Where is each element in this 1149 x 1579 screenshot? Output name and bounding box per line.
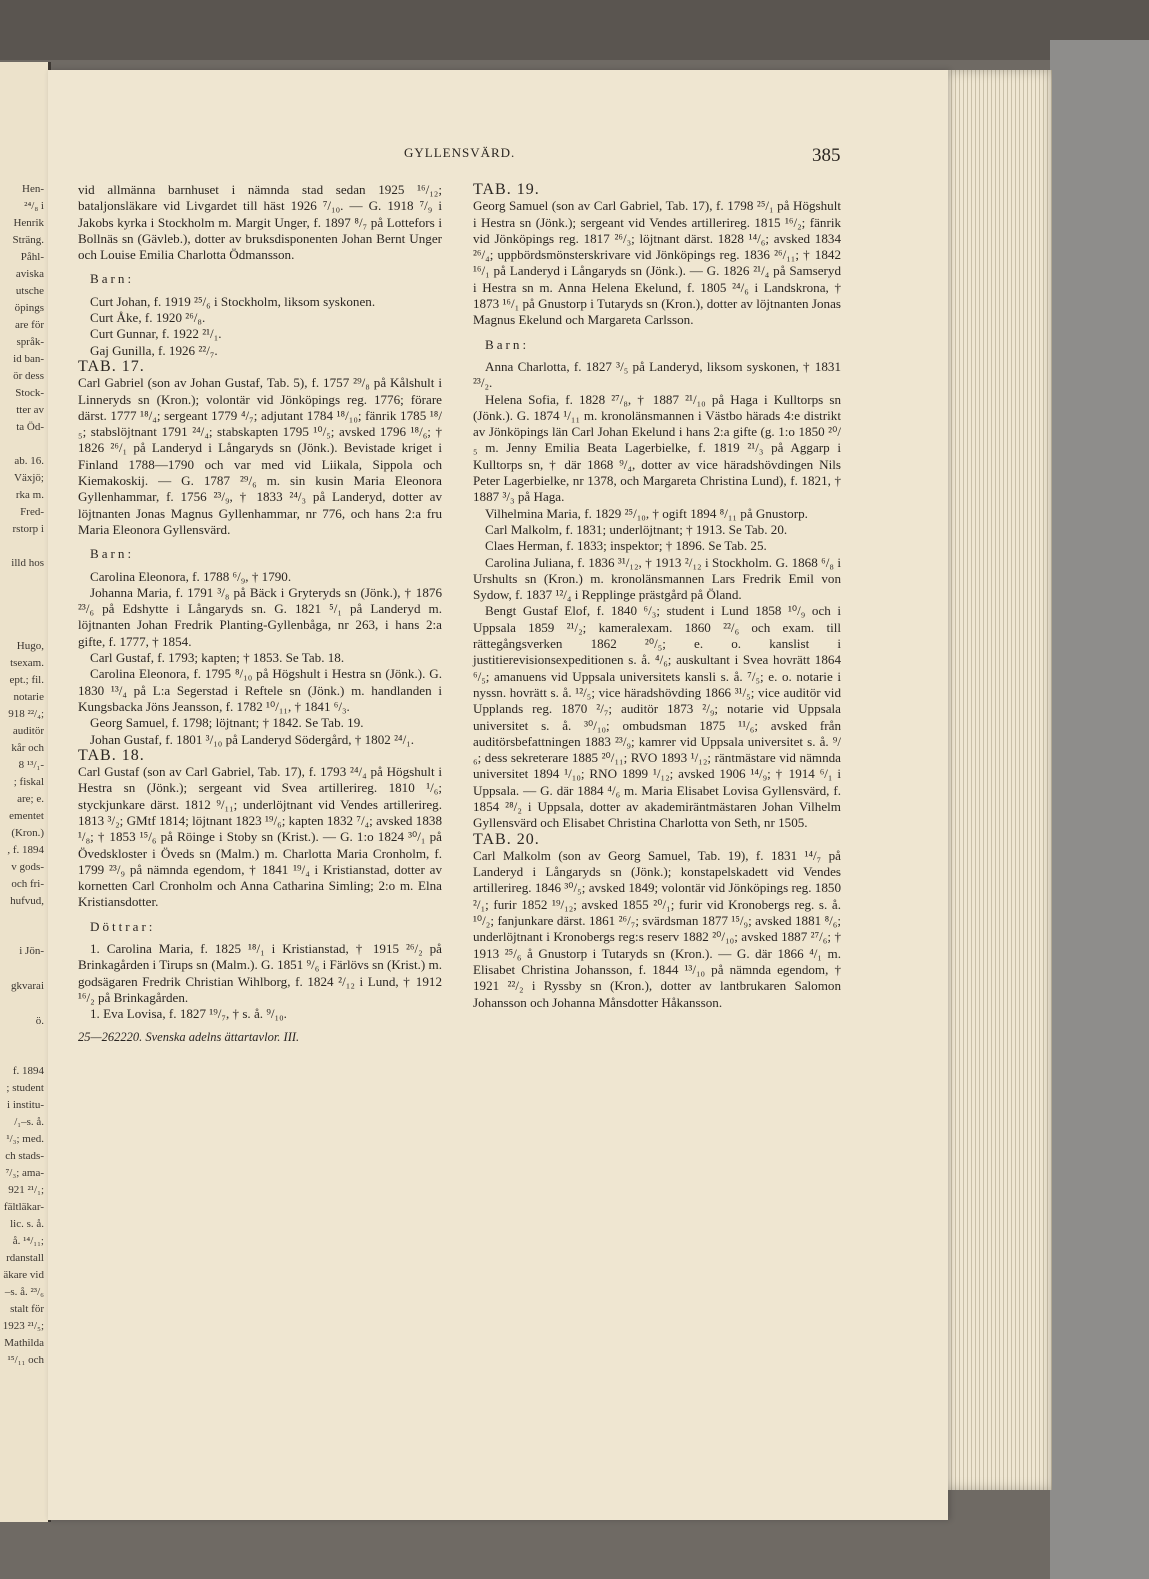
prev-page-fragment: Mathilda [4, 1337, 44, 1349]
genealogy-paragraph: Carl Gabriel (son av Johan Gustaf, Tab. 5), f. 1757 ²⁹/₈ på Kålshult i Linneryds sn (Kron.); volontär vid Jönköpings reg. 1776; förare därst. 1777 ¹⁸/₄; sergeant 1779 ⁴/₇; adjutant 1784 ¹⁸/₁₀; fänrik 1785 ¹⁸/₅; stabslöjtnant 1791 ²⁴/₄; stabskapten 1795 ¹⁰/₅; avsked 1796 ¹⁸/₆; † 1826 ²⁶/₁ på Landeryd i Långaryds sn (Jönk.). Bevistade kriget i Finland 1788—1790 och var med vid Liikala, Sippola och Kiemakoskij. — G. 1787 ²⁹/₆ m. sin kusin Maria Eleonora Gyllenhammar, f. 1756 ²³/₉, † 1833 ²⁴/₃ på Landeryd, dotter av löjtnanten Jonas Magnus Gyllenhammar, nr 776, och hans 2:a fru Maria Eleonora Gyllensvärd. [78, 375, 442, 537]
prev-page-fragment: Stock- [15, 387, 44, 399]
prev-page-fragment: ept.; fil. [9, 674, 44, 686]
prev-page-fragment: Fred- [20, 506, 44, 518]
child-entry: Carl Malkolm, f. 1831; underlöjtnant; † 1913. Se Tab. 20. [485, 521, 788, 537]
children-heading: Barn: [90, 546, 135, 562]
prev-page-fragment: 1923 ²¹/₅; [2, 1320, 44, 1332]
prev-page-fragment: Hugo, [16, 640, 44, 652]
prev-page-fragment: tsexam. [10, 657, 44, 669]
prev-page-fragment: ör dess [13, 370, 44, 382]
page-edges [940, 70, 1052, 1490]
prev-page-fragment: 918 ²²/₄; [8, 708, 44, 720]
genealogy-paragraph: Georg Samuel (son av Carl Gabriel, Tab. 17), f. 1798 ²⁵/₁ på Högshult i Hestra sn (Jönk.); sergeant vid Vendes artillerireg. 1815 ¹⁶/₂; fänrik vid Jönköpings reg. 1817 ²⁶/₃; löjtnant därst. 1828 ¹⁴/₆; avsked 1834 ²⁶/₄; uppbördsmönsterskrivare vid Jönköpings reg. 1836 ²⁶/₁₁; † 1842 ¹⁶/₁ på Landeryd i Långaryds sn (Jönk.). — G. 1826 ²¹/₄ på Samseryd i Hestra sn m. Anna Helena Ekelund, f. 1805 ²⁴/₆ i Landskrona, † 1873 ¹⁶/₁ på Gnustorp i Tutaryds sn (Kron.), dotter av löjtnanten Jonas Magnus Ekelund och Margareta Carlsson. [473, 198, 841, 328]
child-entry: Curt Johan, f. 1919 ²⁵/₆ i Stockholm, liksom syskonen. [90, 293, 376, 309]
prev-page-fragment: /₁–s. å. [14, 1116, 44, 1128]
prev-page-fragment: notarie [13, 691, 44, 703]
child-entry: Carolina Eleonora, f. 1795 ⁸/₁₀ på Högshult i Hestra sn (Jönk.). G. 1830 ¹³/₄ på L:a Segerstad i Reftele sn (Jönk.) m. handlanden i Kungsbacka Jöns Jeansson, f. 1782 ¹⁰/₁₁, † 1841 ⁶/₃. [78, 666, 442, 714]
prev-page-fragment: Hen- [22, 183, 44, 195]
prev-page-fragment: aviska [15, 268, 44, 280]
prev-page-fragment: Henrik [13, 217, 44, 229]
table-heading: TAB. 19. [473, 181, 540, 198]
prev-page-fragment: v gods- [11, 861, 44, 873]
prev-page-fragment: are för [14, 319, 44, 331]
child-entry: Johan Gustaf, f. 1801 ³/₁₀ på Landeryd Södergård, † 1802 ²⁴/₁. [90, 731, 415, 747]
prev-page-fragment: rka m. [15, 489, 44, 501]
prev-page-fragment: f. 1894 [12, 1065, 44, 1077]
left-column [78, 182, 442, 1045]
child-entry: Johanna Maria, f. 1791 ³/₈ på Bäck i Gryteryds sn (Jönk.), † 1876 ²³/₆ på Edshytte i Långaryds sn. G. 1821 ⁵/₁ på Landeryd m. löjtnanten Johan Fredrik Planting-Gyllenbåga, nr 263, i hans 2:a gifte, f. 1777, † 1854. [78, 584, 442, 649]
prev-page-fragment: Sträng. [12, 234, 44, 246]
previous-page-edge [0, 62, 51, 1522]
prev-page-fragment: are; e. [17, 793, 44, 805]
table-heading: TAB. 20. [473, 830, 540, 848]
prev-page-fragment: och fri- [11, 878, 44, 890]
prev-page-fragment: ; fiskal [13, 776, 44, 788]
prev-page-fragment: auditör [12, 725, 44, 737]
children-heading: Döttrar: [90, 918, 156, 934]
child-entry: Georg Samuel, f. 1798; löjtnant; † 1842. Se Tab. 19. [90, 715, 364, 731]
child-entry: Gaj Gunilla, f. 1926 ²²/₇. [90, 342, 218, 358]
child-entry: Claes Herman, f. 1833; inspektor; † 1896. Se Tab. 25. [485, 538, 767, 554]
child-entry: Carolina Juliana, f. 1836 ³¹/₁₂, † 1913 ²/₁₂ i Stockholm. G. 1868 ⁶/₈ i Urshults sn (Kron.) m. kronolänsmannen Lars Fredrik Emil von Sydow, f. 1837 ¹²/₄ i Repplinge prästgård på Öland. [473, 554, 841, 603]
prev-page-fragment: –s. å. ²³/₆ [4, 1286, 44, 1298]
prev-page-fragment: hufvud, [10, 895, 44, 907]
child-entry: Bengt Gustaf Elof, f. 1840 ⁶/₃; student i Lund 1858 ¹⁰/₉ och i Uppsala 1859 ²¹/₂; kameralexam. 1860 ²²/₆ och exam. till rättegångsverken 1862 ²⁰/₅; e. o. kanslist i justitierevisionsexpeditionen s. å. ⁴/₆; auskultant i Svea hovrätt 1864 ⁶/₅; amanuens vid Uppsala universitets kansli s. å. ⁷/₅; e. o. notarie i nyssn. hovrätt s. å. ¹²/₅; vice häradshövding 1866 ³¹/₅; vice auditör vid Upplands reg. 1870 ²/₇; auditör 1873 ²/₉; notarie vid Uppsala universitet s. å. ³⁰/₁₀; ombudsman 1875 ¹¹/₆; avsked från auditörsbefattningen 1883 ²³/₉; kamrer vid Uppsala universitet s. å. ⁹/₆; dess sekreterare 1885 ²⁰/₁₁; RVO 1893 ¹/₁₂; räntmästare vid nämnda universitet 1894 ¹/₁₀; RNO 1899 ¹/₁₂; avsked 1906 ¹⁴/₉; † 1914 ⁶/₁ i Uppsala. — G. där 1884 ⁴/₆ m. Maria Elisabet Lovisa Gyllensvärd, f. 1854 ²⁸/₂ i Uppsala, dotter av akademiräntmästaren Johan Vilhelm Gyllensvärd och Elisabet Christina Charlotta von Seth, nr 1505. [473, 603, 841, 831]
child-entry: Helena Sofia, f. 1828 ²⁷/₈, † 1887 ²¹/₁₀ på Haga i Kulltorps sn (Jönk.). G. 1874 ¹/₁₁ m. kronolänsmannen i Västbo härads 4:e distrikt av Jönköpings län Carl Johan Ekelund i hans 2:a gifte (g. 1:o 1850 ²⁰/₅ m. Jenny Emilia Beata Lagerbielke, f. 1819 ²¹/₃ på Aggarp i Kulltorps sn, † där 1868 ⁹/₄, dotter av vice häradshövdingen Nils Peter Lagerbielke, nr 1378, och Margareta Christina Lund), f. 1821, † 1887 ³/₃ på Haga. [473, 391, 841, 505]
page-number: 385 [812, 145, 841, 166]
genealogy-paragraph: Carl Gustaf (son av Carl Gabriel, Tab. 17), f. 1793 ²⁴/₄ på Högshult i Hestra sn (Jönk.); sergeant vid Svea artillerireg. 1810 ¹/₆; styckjunkare därst. 1812 ⁹/₁₁; underlöjtnant vid Vendes artillerireg. 1813 ³/₂; GMtf 1814; löjtnant 1823 ¹⁹/₆; kapten 1832 ⁷/₄; avsked 1838 ¹/₈; † 1853 ¹⁵/₆ på Röinge i Stoby sn (Krist.). — G. 1:o 1824 ³⁰/₁ på Övedskloster i Öveds sn (Malm.) m. Charlotta Maria Cronholm, f. 1799 ²³/₉ på nämnda egendom, † 1841 ¹⁹/₄ i Kristianstad, dotter av kornetten Carl Cronholm och Anna Catharina Simling; 2:o m. Elna Kristiansdotter. [78, 764, 442, 910]
child-entry: Vilhelmina Maria, f. 1829 ²⁵/₁₀, † ogift 1894 ⁸/₁₁ på Gnustorp. [485, 505, 808, 521]
child-entry: Curt Gunnar, f. 1922 ²¹/₁. [90, 326, 222, 342]
right-column [473, 182, 841, 1011]
prev-page-fragment: ta Öd- [16, 421, 44, 433]
prev-page-fragment: ab. 16. [14, 455, 44, 467]
prev-page-fragment: ch stads- [5, 1150, 44, 1162]
prev-page-fragment: å. ¹⁴/₁₁; [12, 1235, 44, 1247]
prev-page-fragment: , f. 1894 [7, 844, 44, 856]
prev-page-fragment: ementet [9, 810, 44, 822]
prev-page-fragment: 921 ²¹/₁; [8, 1184, 44, 1196]
genealogy-paragraph: vid allmänna barnhuset i nämnda stad sedan 1925 ¹⁶/₁₂; bataljonsläkare vid Livgardet till häst 1926 ⁷/₁₀. — G. 1918 ⁷/₉ i Jakobs kyrka i Stockholm m. Margit Unger, f. 1897 ⁸/₇ på Lottefors i Bollnäs sn (Gävleb.), dotter av bruksdisponenten Johan Bernt Unger och Louise Emilia Charlotta Ödmansson. [78, 182, 442, 263]
prev-page-fragment: öpings [14, 302, 44, 314]
prev-page-fragment: tter av [16, 404, 44, 416]
prev-page-fragment: ; student [6, 1082, 44, 1094]
genealogy-paragraph: Carl Malkolm (son av Georg Samuel, Tab. 19), f. 1831 ¹⁴/₇ på Landeryd i Långaryds sn (Jönk.); konstapelskadett vid Vendes artillerireg. 1846 ³⁰/₅; avsked 1849; volontär vid Jönköpings reg. 1850 ²/₁; furir 1852 ¹⁹/₁₂; avsked 1855 ²⁰/₁; furir vid Kronobergs reg. s. å. ¹⁰/₂; fanjunkare därst. 1861 ²⁶/₇; svärdsman 1877 ¹⁵/₉; avsked 1881 ⁸/₆; underlöjtnant i Kronobergs reg:s reserv 1882 ²⁰/₁₀; avsked 1887 ²⁷/₆; † 1913 ²⁵/₆ å Gnustorp i Tutaryds sn (Kron.). — G. där 1866 ⁴/₁ m. Elisabet Christina Johansson, f. 1844 ¹³/₁₀ på nämnda egendom, † 1921 ²²/₂ i Ryssby sn (Kron.), dotter av lantbrukaren Salomon Johansson och Johanna Månsdotter Håkansson. [473, 847, 841, 1010]
prev-page-fragment: Påhl- [20, 251, 44, 263]
prev-page-fragment: ¹⁵/₁₁ och [7, 1354, 44, 1366]
prev-page-fragment: ⁷/₃; ama- [5, 1167, 44, 1179]
children-heading: Barn: [90, 271, 135, 287]
child-entry: Carolina Eleonora, f. 1788 ⁶/₉, † 1790. [90, 568, 292, 584]
prev-page-fragment: utsche [15, 285, 44, 297]
prev-page-fragment: gkvarai [11, 980, 44, 992]
children-heading: Barn: [485, 336, 530, 352]
child-entry: 1. Carolina Maria, f. 1825 ¹⁸/₁ i Kristianstad, † 1915 ²⁶/₂ på Brinkagården i Tirups sn (Malm.). G. 1851 ⁹/₆ i Färlövs sn (Krist.) m. godsägaren Fredrik Christian Wihlborg, f. 1824 ²/₁₂ i Lund, † 1912 ¹⁶/₂ på Brinkagården. [78, 941, 442, 1005]
prev-page-fragment: äkare vid [3, 1269, 44, 1281]
prev-page-fragment: i Jön- [19, 945, 44, 957]
prev-page-fragment: kår och [11, 742, 44, 754]
child-entry: 1. Eva Lovisa, f. 1827 ¹⁹/₇, † s. å. ⁹/₁₀. [90, 1006, 287, 1022]
footer-note: 25—262220. Svenska adelns ättartavlor. III. [78, 1029, 300, 1044]
prev-page-fragment: fältläkar- [3, 1201, 44, 1213]
background-top [0, 0, 1149, 60]
prev-page-fragment: lic. s. å. [10, 1218, 44, 1230]
prev-page-fragment: ö. [35, 1015, 44, 1027]
prev-page-fragment: 8 ¹³/₁- [18, 759, 44, 771]
prev-page-fragment: (Kron.) [11, 827, 44, 839]
table-heading: TAB. 18. [78, 746, 145, 764]
child-entry: Carl Gustaf, f. 1793; kapten; † 1853. Se Tab. 18. [90, 650, 345, 666]
prev-page-fragment: rdanstall [6, 1252, 44, 1264]
table-heading: TAB. 17. [78, 357, 145, 375]
running-head: GYLLENSVÄRD. [404, 145, 516, 160]
prev-page-fragment: ²⁴/₈ i [24, 200, 44, 212]
prev-page-fragment: illd hos [11, 557, 44, 569]
prev-page-fragment: stalt för [10, 1303, 44, 1315]
prev-page-fragment: i institu- [7, 1099, 44, 1111]
child-entry: Curt Åke, f. 1920 ²⁶/₈. [90, 310, 206, 326]
child-entry: Anna Charlotta, f. 1827 ³/₅ på Landeryd, liksom syskonen, † 1831 ²³/₂. [473, 358, 841, 391]
prev-page-fragment: rstorp i [12, 523, 44, 535]
prev-page-fragment: Växjö; [14, 472, 44, 484]
prev-page-fragment: id ban- [13, 353, 44, 365]
prev-page-fragment: ¹/₃; med. [6, 1133, 44, 1145]
book-cover-board [1050, 40, 1149, 1579]
prev-page-fragment: språk- [16, 336, 44, 348]
